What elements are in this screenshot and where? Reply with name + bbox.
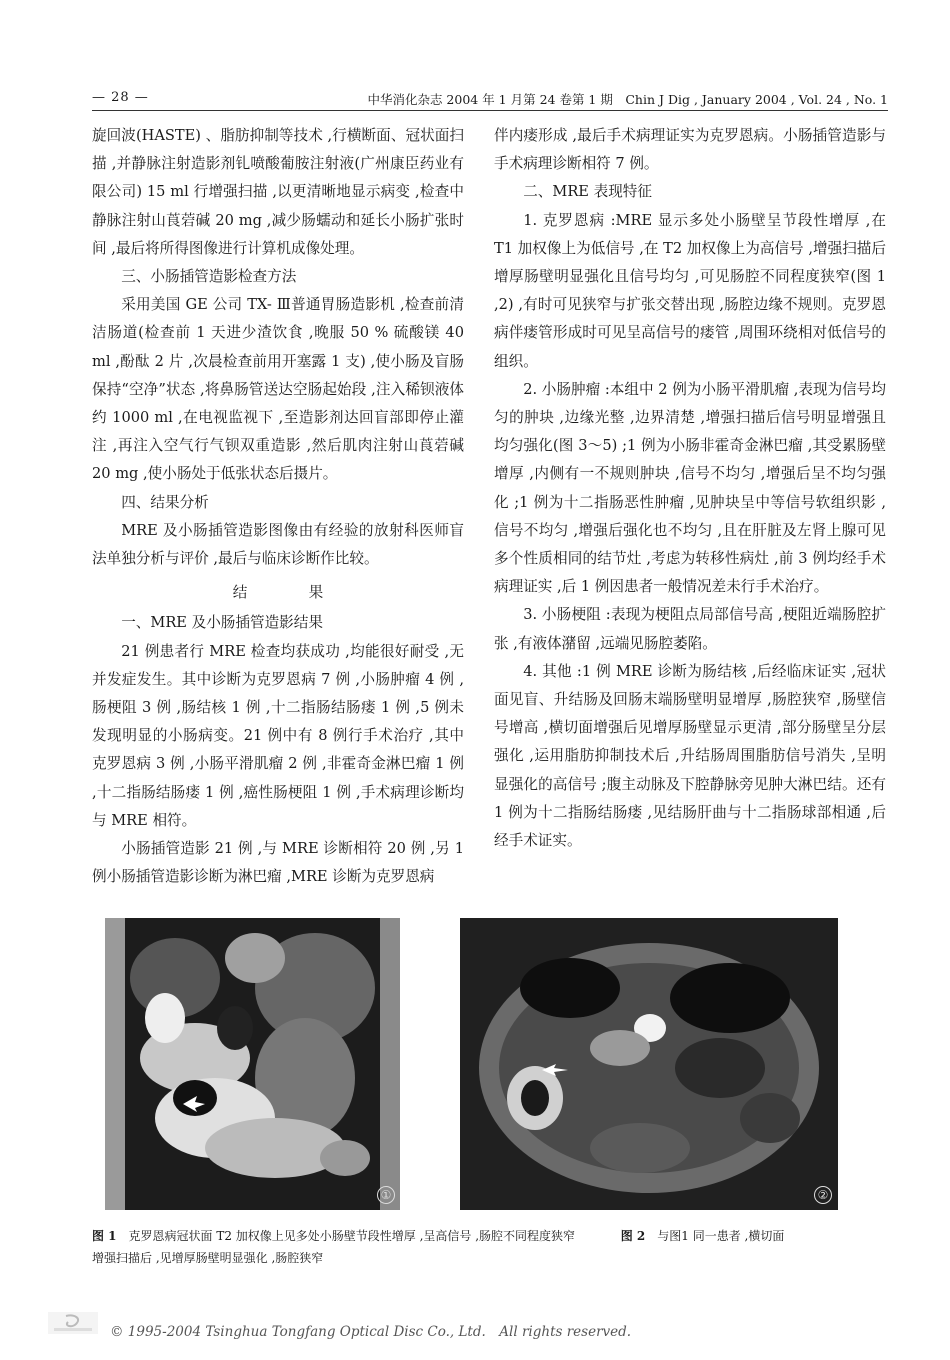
subsection-heading: 一、MRE 及小肠插管造影结果 bbox=[121, 614, 323, 632]
left-column bbox=[92, 122, 464, 891]
subsection-heading: 二、MRE 表现特征 bbox=[523, 183, 652, 201]
paragraph: 1. 克罗恩病 :MRE 显示多处小肠壁呈节段性增厚 ,在 T1 加权像上为低信号 ,在 T2 加权像上为高信号 ,增强扫描后增厚肠壁明显强化且信号均匀 ,可见肠腔不同程度狭窄(图 1 ,2) ,有时可见狭窄与扩张交替出现 ,肠腔边缘不规则。克罗恩病伴瘘管形成时可见呈高信号的瘘管 ,周围环绕相对低信号的组织。 bbox=[494, 211, 886, 370]
subsection-heading: 四、结果分析 bbox=[121, 493, 209, 511]
paragraph: 4. 其他 :1 例 MRE 诊断为肠结核 ,后经临床证实 ,冠状面见盲、升结肠及回肠末端肠壁明显增厚 ,肠腔狭窄 ,肠壁信号增高 ,横切面增强后见增厚肠壁显示更清 ,部分肠壁呈分层强化 ,运用脂肪抑制技术后 ,升结肠周围脂肪信号消失 ,呈明显强化的高信号 ;腹主动脉及下腔静脉旁见肿大淋巴结。还有 1 例为十二指肠结肠瘘 ,见结肠肝曲与十二指肠球部相通 ,后经手术证实。 bbox=[494, 662, 886, 850]
mri-coronal-image bbox=[105, 918, 400, 1210]
caption-fig2-title: 图 2 bbox=[620, 1229, 646, 1243]
paragraph: 21 例患者行 MRE 检查均获成功 ,均能很好耐受 ,无并发症发生。其中诊断为克罗恩病 7 例 ,小肠肿瘤 4 例 ,肠梗阻 3 例 ,肠结核 1 例 ,十二指肠结肠瘘 1 例 ,5 例未发现明显的小肠病变。21 例中有 8 例行手术治疗 ,其中克罗恩病 3 例 ,小肠平滑肌瘤 2 例 ,非霍奇金淋巴瘤 1 例 ,十二指肠结肠瘘 1 例 ,癌性肠梗阻 1 例 ,手术病理诊断均与 MRE 相符。 bbox=[92, 642, 464, 829]
section-title-results: 结 果 bbox=[232, 584, 347, 602]
figure-2-number: ② bbox=[814, 1186, 832, 1204]
caption-fig1-text: 克罗恩病冠状面 T2 加权像上见多处小肠壁节段性增厚 ,呈高信号 ,肠腔不同程度狭窄 bbox=[116, 1229, 576, 1243]
mri-axial-image bbox=[460, 918, 838, 1210]
paragraph: 伴内瘘形成 ,最后手术病理证实为克罗恩病。小肠插管造影与手术病理诊断相符 7 例。 bbox=[494, 127, 886, 173]
header-rule bbox=[92, 110, 888, 111]
subsection-heading: 三、小肠插管造影检查方法 bbox=[121, 268, 297, 286]
figure-caption bbox=[92, 1225, 862, 1269]
figure-1-coronal-mri bbox=[105, 918, 400, 1210]
paragraph: 采用美国 GE 公司 TX- Ⅲ普通胃肠造影机 ,检查前清洁肠道(检查前 1 天进少渣饮食 ,晚服 50 % 硫酸镁 40 ml ,酚酞 2 片 ,次晨检查前用开塞露 1 支) ,使小肠及盲肠保持“空净”状态 ,将鼻肠管送达空肠起始段 ,注入稀钡液体约 1000 ml ,在电视监视下 ,至造影剂达回盲部即停止灌注 ,再注入空气行气钡双重造影 ,然后肌肉注射山莨菪碱 20 mg ,使小肠处于低张状态后摄片。 bbox=[92, 296, 464, 483]
paragraph: 旋回波(HASTE) 、脂肪抑制等技术 ,行横断面、冠状面扫描 ,并静脉注射造影剂钆喷酸葡胺注射液(广州康臣药业有限公司) 15 ml 行增强扫描 ,以更清晰地显示病变 ,检查中静脉注射山莨菪碱 20 mg ,减少肠蠕动和延长小肠扩张时间 ,最后将所得图像进行计算机成像处理。 bbox=[92, 127, 464, 257]
copyright-footer: © 1995-2004 Tsinghua Tongfang Optical Disc Co., Ltd. All rights reserved. bbox=[110, 1324, 632, 1340]
paragraph: 2. 小肠肿瘤 :本组中 2 例为小肠平滑肌瘤 ,表现为信号均匀的肿块 ,边缘光整 ,边界清楚 ,增强扫描后信号明显增强且均匀强化(图 3～5) ;1 例为小肠非霍奇金淋巴瘤 ,其受累肠壁增厚 ,内侧有一不规则肿块 ,信号不均匀 ,增强后呈不均匀强化 ;1 例为十二指肠恶性肿瘤 ,见肿块呈中等信号软组织影 ,信号不均匀 ,增强后强化也不均匀 ,且在肝脏及左肾上腺可见多个性质相同的结节灶 ,考虑为转移性病灶 ,前 3 例均经手术病理证实 ,后 1 例因患者一般情况差未行手术治疗。 bbox=[494, 380, 886, 596]
paragraph: MRE 及小肠插管造影图像由有经验的放射科医师盲法单独分析与评价 ,最后与临床诊断作比较。 bbox=[92, 521, 464, 568]
figure-2-axial-mri bbox=[460, 918, 838, 1210]
paragraph: 3. 小肠梗阻 :表现为梗阻点局部信号高 ,梗阻近端肠腔扩张 ,有液体潴留 ,远端见肠腔萎陷。 bbox=[494, 606, 886, 652]
journal-header: 中华消化杂志 2004 年 1 月第 24 卷第 1 期 Chin J Dig , January 2004 , Vol. 24 , No. 1 bbox=[367, 92, 888, 107]
figure-1-number: ① bbox=[377, 1186, 395, 1204]
publisher-logo-icon bbox=[48, 1312, 98, 1334]
caption-fig1-title: 图 1 bbox=[92, 1229, 117, 1243]
paragraph: 小肠插管造影 21 例 ,与 MRE 诊断相符 20 例 ,另 1 例小肠插管造影诊断为淋巴瘤 ,MRE 诊断为克罗恩病 bbox=[92, 840, 464, 886]
caption-line-1 bbox=[92, 1225, 862, 1247]
caption-line-2: 增强扫描后 ,见增厚肠壁明显强化 ,肠腔狭窄 bbox=[92, 1251, 324, 1265]
page-number: — 28 — bbox=[92, 90, 149, 105]
caption-fig2-text: 与图1 同一患者 ,横切面 bbox=[645, 1229, 785, 1243]
right-column bbox=[494, 122, 886, 855]
